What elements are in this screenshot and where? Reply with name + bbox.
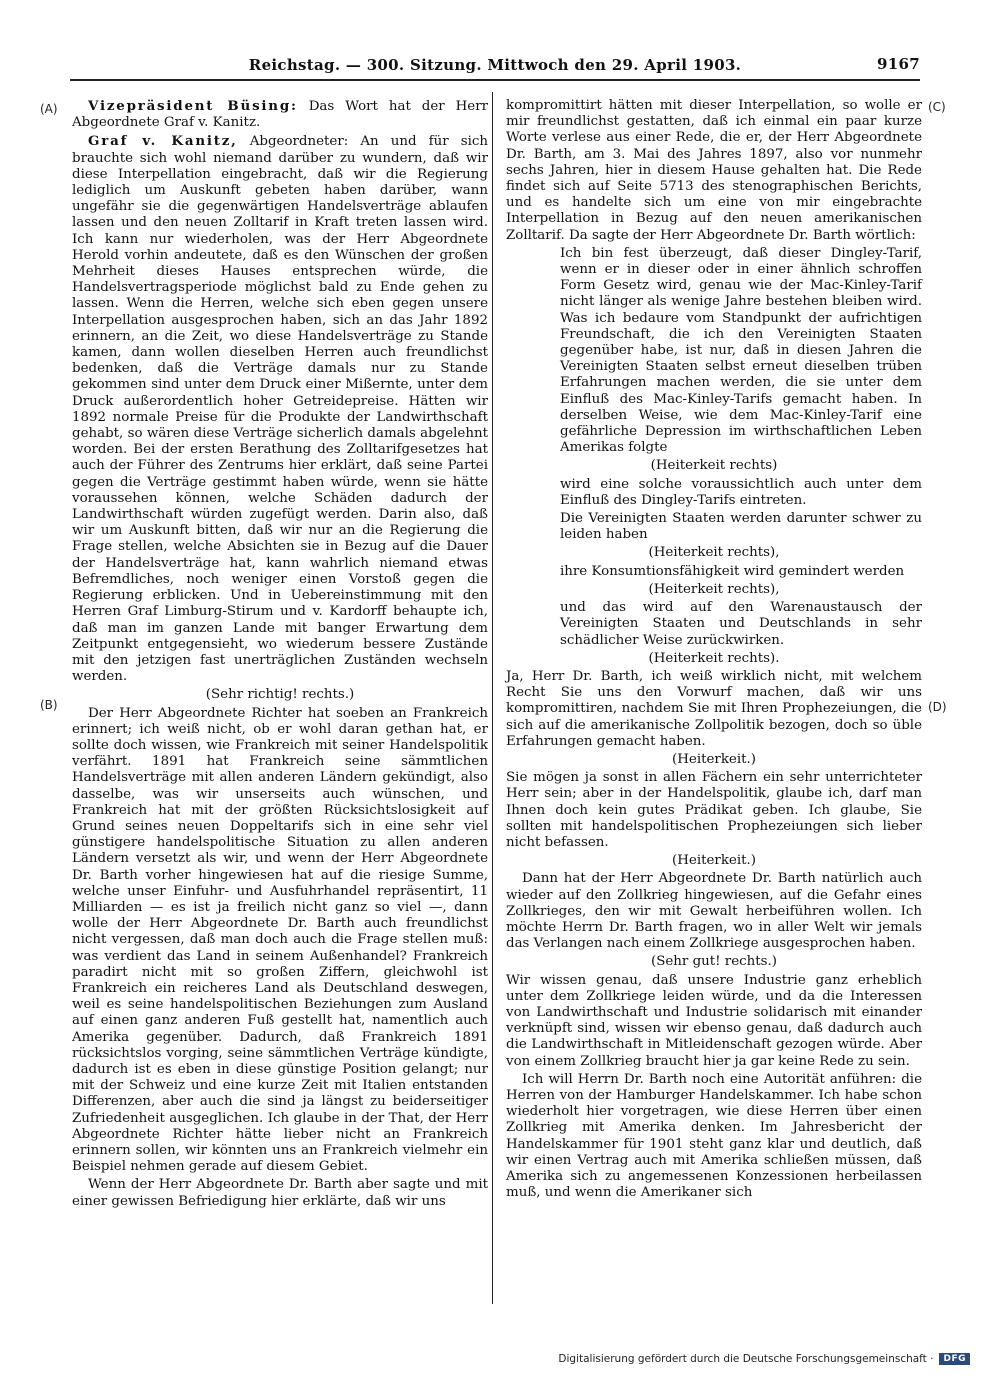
interjection: (Heiterkeit.) (672, 853, 756, 869)
paragraph: Wenn der Herr Abgeordnete Dr. Barth aber sagte und mit einer gewissen Befriedigung hier erklärte, daß wir uns (72, 1177, 488, 1209)
running-head: Reichstag. — 300. Sitzung. Mittwoch den 29. April 1903. (248, 56, 742, 74)
paragraph-text: Abgeordneter: An und für sich brauchte sich wohl niemand darüber zu wundern, daß wir diese Interpellation eingebracht, daß wir die Regierung lediglich um Auskunft gebeten haben darüber, wann ungefähr sie die gegenwärtigen Handelsverträge ablaufen lassen und den neuen Zolltarif in Kraft treten lassen wird. Ich kann nur wiederholen, was der Herr Abgeordnete Herold vorhin andeutete, daß es den Wünschen der großen Mehrheit dieses Hauses entsprechen würde, die Handelsvertragsperiode möglichst bald zu Ende gehen zu lassen. Wenn die Herren, welche sich eben gegen unsere Interpellation ausgesprochen haben, sich an das Jahr 1892 erinnern, an die Zeit, wo diese Handelsverträge zu Stande kamen, dann wollen dieselben Herren auch freundlichst bedenken, daß die Verträge damals nur zu Stande gekommen sind unter dem Druck einer Mißernte, unter dem Druck außerordentlich hoher Getreidepreise. Hätten wir 1892 normale Preise für die Produkte der Landwirthschaft gehabt, so wären diese Verträge sicherlich damals abgelehnt worden. Bei der ersten Berathung des Zolltarifgesetzes hat auch der Führer des Zentrums hier erklärt, daß seine Partei gegen die Verträge gestimmt haben würde, wenn sie hätte voraussehen können, welche Schäden dadurch der Landwirthschaft würden zugefügt werden. Darin also, daß wir um Auskunft bitten, daß wir nur an die Regierung die Frage stellen, welche Absichten sie in Bezug auf die Dauer der Handelsverträge hat, kann wahrlich niemand etwas Befremdliches, noch weniger einen Vorstoß gegen die Regierung erblicken. Und in Uebereinstimmung mit den Herren Graf Limburg-Stirum und v. Kardorff behaupte ich, daß man im ganzen Lande mit banger Erwartung dem Zeitpunkt entgegensieht, wo wiederum bessere Zustände mit den jetzigen fast unerträglichen Zuständen wechseln werden. (72, 134, 488, 685)
margin-marker-a: (A) (40, 102, 58, 116)
left-column (72, 98, 488, 1212)
paragraph: Wir wissen genau, daß unsere Industrie ganz erheblich unter dem Zollkriege leiden würde, und da die Interessen von Landwirthschaft und Industrie solidarisch mit einander verknüpft sind, wissen wir ebenso genau, daß dadurch auch die Landwirthschaft in Mitleidenschaft gezogen würde. Aber von einem Zollkrieg braucht hier ja gar keine Rede zu sein. (506, 972, 922, 1069)
interjection: (Sehr richtig! rechts.) (205, 687, 355, 703)
digitization-credit (558, 1353, 970, 1365)
paragraph: Ja, Herr Dr. Barth, ich weiß wirklich nicht, mit welchem Recht Sie uns den Vorwurf machen, daß wir uns kompromittiren, nachdem Sie mit Ihren Prophezeiungen, die sich auf die amerikanische Zollpolitik bezogen, doch so üble Erfahrungen gemacht haben. (506, 668, 922, 749)
paragraph: Der Herr Abgeordnete Richter hat soeben an Frankreich erinnert; ich weiß nicht, ob er wohl daran gethan hat, er sollte doch wissen, wie Frankreich mit seiner Handelspolitik verfährt. 1891 hat Frankreich seine sämmtlichen Handelsverträge mit allen anderen Ländern gekündigt, also dasselbe, was wir unserseits auch wünschen, und Frankreich hat mit der größten Rücksichtslosigkeit auf Grund seines neuen Doppeltarifs sich in eine sehr viel günstigere handelspolitische Situation zu allen anderen Ländern versetzt als wir, und wenn der Herr Abgeordnete Dr. Barth vorher hingewiesen hat auf die riesige Summe, welche unser Einfuhr- und Ausfuhrhandel repräsentirt, 11 Milliarden — es ist ja freilich nicht ganz so viel —, dann wolle der Herr Abgeordnete Dr. Barth auch freundlichst nicht vergessen, daß man doch auch die Frage stellen muß: was verdient das Land in seinem Außenhandel? Frankreich paradirt nicht mit so großen Ziffern, gleichwohl ist Frankreich ein reicheres Land als Deutschland deswegen, weil es seine handelspolitischen Beziehungen zum Ausland auf einen ganz anderen Fuß gestellt hat, namentlich auch Amerika gegenüber. Dadurch, daß Frankreich 1891 rücksichtslos vorging, seine sämmtlichen Verträge kündigte, dadurch ist es eben in diese günstige Position gelangt; nur mit der Schweiz und eine kurze Zeit mit Italien entstanden Differenzen, aber auch die sind ja längst zu beiderseitiger Zufriedenheit ausgeglichen. Ich glaube in der That, der Herr Abgeordnete Richter hätte lieber nicht an Frankreich erinnern sollen, wir könnten uns an Frankreich vielmehr ein Beispiel nehmen gerade auf diesem Gebiet. (72, 705, 488, 1175)
interjection: (Heiterkeit.) (672, 751, 756, 767)
dfg-logo-icon: DFG (939, 1353, 970, 1365)
interjection: (Heiterkeit rechts). (648, 650, 780, 666)
quotation: Die Vereinigten Staaten werden darunter schwer zu leiden haben (560, 511, 922, 543)
paragraph: Dann hat der Herr Abgeordnete Dr. Barth natürlich auch wieder auf den Zollkrieg hingewiesen, auf die Gefahr eines Zollkrieges, den wir mit Gewalt herbeiführen wollen. Ich möchte Herrn Dr. Barth fragen, wo in aller Welt wir jemals das Verlangen nach einem Zollkriege ausgesprochen haben. (506, 871, 922, 952)
column-divider (492, 92, 493, 1304)
interjection: (Heiterkeit rechts), (648, 581, 780, 597)
page-number: 9167 (877, 55, 920, 73)
margin-marker-b: (B) (40, 698, 58, 712)
paragraph: Ich will Herrn Dr. Barth noch eine Autorität anführen: die Herren von der Hamburger Handelskammer. Ich habe schon wiederholt hier vorgetragen, wie diese Herren über einen Zollkrieg mit Amerika denken. Im Jahresbericht der Handelskammer für 1901 steht ganz klar und deutlich, daß wir einen Vertrag auch mit Amerika schließen müssen, daß Amerika sich zu angemessenen Konzessionen herbeilassen muß, und wenn die Amerikaner sich (506, 1071, 922, 1201)
quotation: wird eine solche voraussichtlich auch unter dem Einfluß des Dingley-Tarifs eintreten. (560, 476, 922, 508)
interjection: (Heiterkeit rechts), (648, 545, 780, 561)
paragraph: kompromittirt hätten mit dieser Interpellation, so wolle er mir freundlichst gestatten, daß ich einmal ein paar kurze Worte verlese aus einer Rede, die er, der Herr Abgeordnete Dr. Barth, am 3. Mai des Jahres 1897, also vor nunmehr sechs Jahren, hier in diesem Hause gehalten hat. Die Rede findet sich auf Seite 5713 des stenographischen Berichts, und es handelte sich um eine von mir eingebrachte Interpellation in Bezug auf den neuen amerikanischen Zolltarif. Da sagte der Herr Abgeordnete Dr. Barth wörtlich: (506, 98, 922, 243)
header-rule (70, 79, 920, 81)
speaker-name: Vizepräsident Büsing: (88, 98, 298, 114)
margin-marker-c: (C) (928, 100, 946, 114)
right-column (506, 98, 922, 1203)
paragraph (72, 133, 488, 685)
quotation: ihre Konsumtionsfähigkeit wird gemindert werden (560, 563, 905, 579)
paragraph (72, 98, 488, 131)
interjection: (Heiterkeit rechts) (650, 458, 778, 474)
speaker-name: Graf v. Kanitz, (88, 133, 238, 150)
quotation: Ich bin fest überzeugt, daß dieser Dingley-Tarif, wenn er in dieser oder in einer ähnlich schroffen Form Gesetz wird, genau wie der Mac-Kinley-Tarif nicht länger als wenige Jahre bestehen bleiben wird. Was ich bedaure vom Standpunkt der aufrichtigen Freundschaft, die ich den Vereinigten Staaten gegenüber habe, ist nur, daß in diesen Jahren die Vereinigten Staaten selbst erneut dieselben trüben Erfahrungen machen werden, die sie unter dem Einfluß des Mac-Kinley-Tarifs gemacht haben. In derselben Weise, wie dem Mac-Kinley-Tarif eine gefährliche Depression im wirthschaftlichen Leben Amerikas folgte (560, 245, 922, 456)
paragraph-text: Das Wort hat der Herr Abgeordnete Graf v. Kanitz. (72, 99, 488, 131)
page-header (70, 50, 920, 80)
margin-marker-d: (D) (928, 700, 947, 714)
quotation: und das wird auf den Warenaustausch der Vereinigten Staaten und Deutschlands in sehr schädlicher Weise zurückwirken. (560, 600, 922, 648)
credit-text: Digitalisierung gefördert durch die Deutsche Forschungsgemeinschaft · (558, 1353, 934, 1365)
paragraph: Sie mögen ja sonst in allen Fächern ein sehr unterrichteter Herr sein; aber in der Handelspolitik, glaube ich, darf man Ihnen doch kein gutes Prädikat geben. Ich glaube, Sie sollten mit handelspolitischen Prophezeiungen sich lieber nicht befassen. (506, 770, 922, 850)
interjection: (Sehr gut! rechts.) (650, 954, 777, 970)
